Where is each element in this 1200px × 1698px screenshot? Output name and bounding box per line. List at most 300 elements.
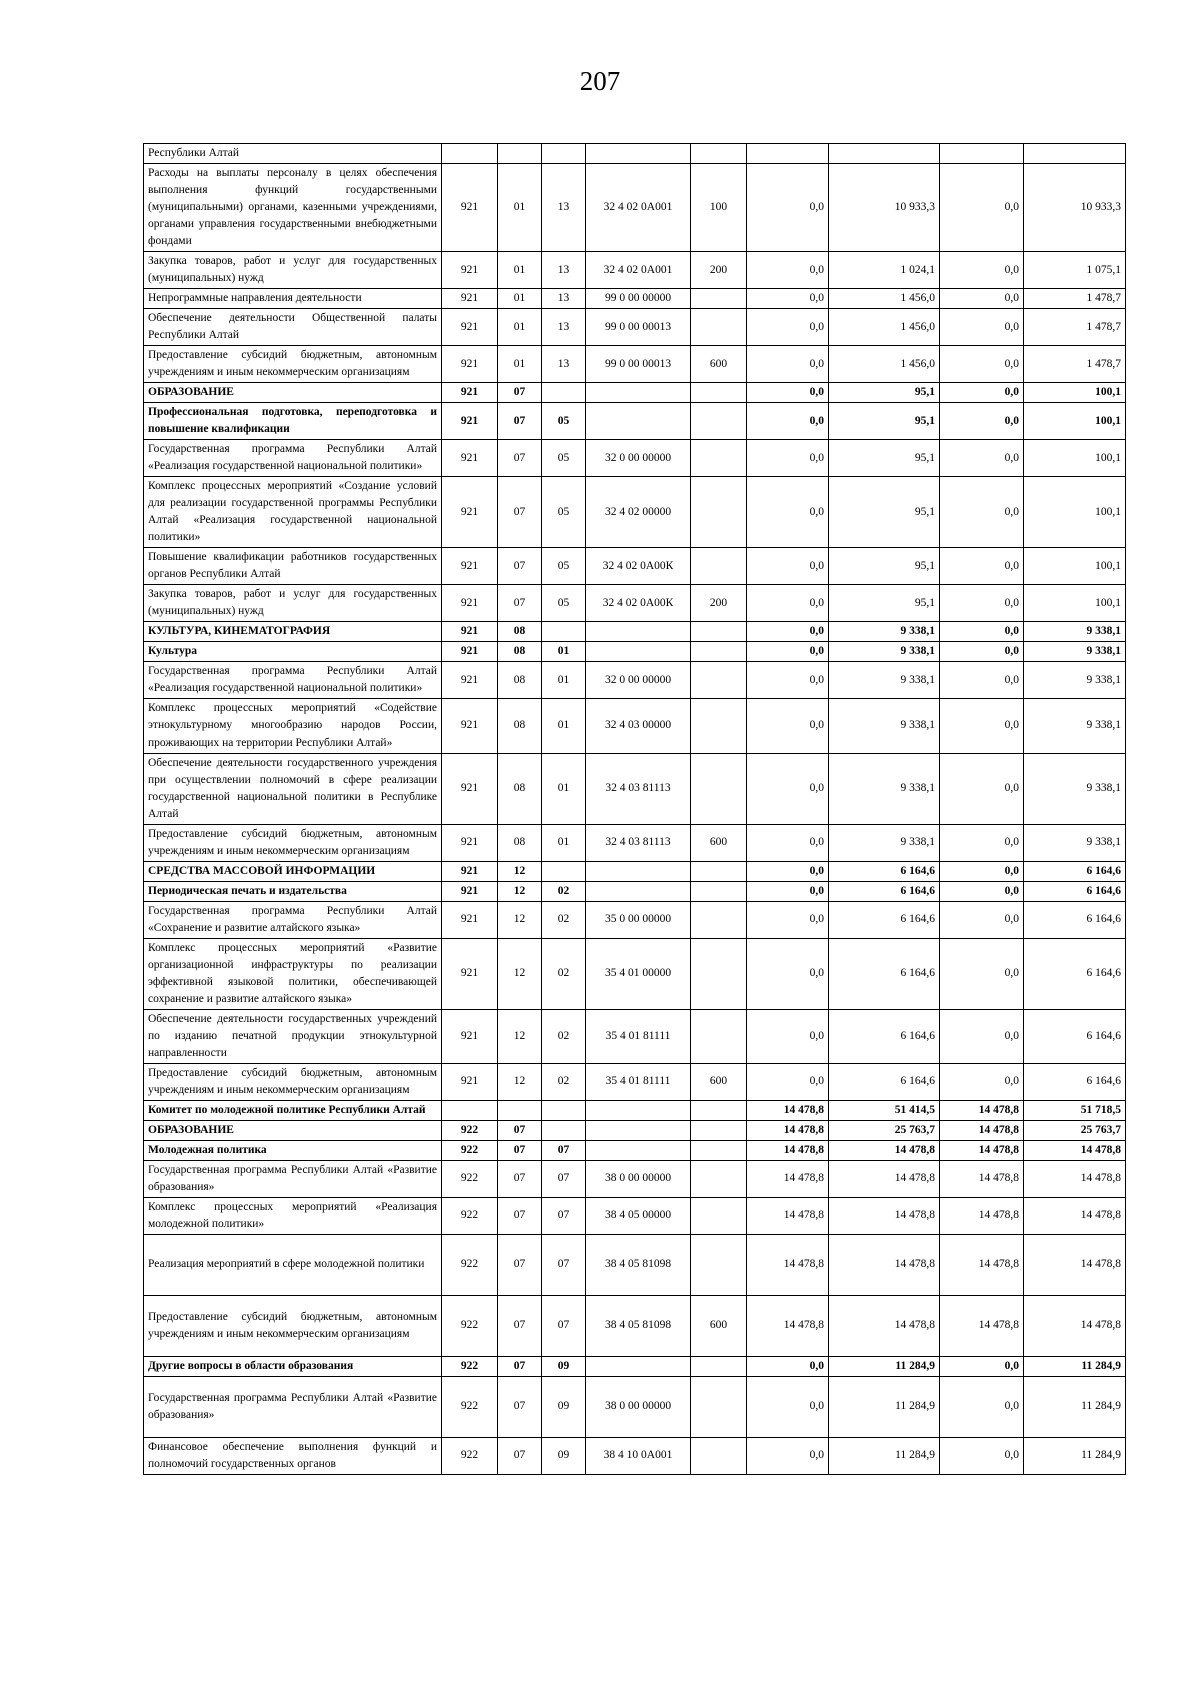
cell-expense-type bbox=[691, 477, 747, 548]
cell-grbs: 921 bbox=[442, 938, 498, 1009]
cell-section: 01 bbox=[498, 309, 542, 346]
cell-section: 07 bbox=[498, 403, 542, 440]
cell-target-article bbox=[586, 1100, 691, 1120]
cell-amount-2: 11 284,9 bbox=[829, 1437, 940, 1474]
cell-target-article: 32 4 02 0А001 bbox=[586, 252, 691, 289]
cell-amount-2: 6 164,6 bbox=[829, 881, 940, 901]
cell-expense-type bbox=[691, 383, 747, 403]
cell-amount-1: 0,0 bbox=[747, 1356, 829, 1376]
cell-amount-3: 0,0 bbox=[940, 440, 1024, 477]
cell-amount-2: 95,1 bbox=[829, 383, 940, 403]
cell-amount-2: 10 933,3 bbox=[829, 164, 940, 252]
table-row bbox=[144, 1376, 1126, 1437]
cell-grbs: 921 bbox=[442, 289, 498, 309]
cell-amount-1: 0,0 bbox=[747, 252, 829, 289]
cell-amount-3: 14 478,8 bbox=[940, 1100, 1024, 1120]
cell-expense-type bbox=[691, 622, 747, 642]
cell-subsection: 01 bbox=[542, 699, 586, 753]
cell-target-article: 32 0 00 00000 bbox=[586, 440, 691, 477]
cell-target-article: 99 0 00 00013 bbox=[586, 309, 691, 346]
cell-amount-4: 10 933,3 bbox=[1024, 164, 1126, 252]
table-row bbox=[144, 1356, 1126, 1376]
cell-name: Непрограммные направления деятельности bbox=[144, 289, 442, 309]
cell-section: 07 bbox=[498, 440, 542, 477]
table-row bbox=[144, 403, 1126, 440]
cell-grbs: 922 bbox=[442, 1356, 498, 1376]
cell-grbs: 922 bbox=[442, 1295, 498, 1356]
cell-name: Предоставление субсидий бюджетным, автономным учреждениям и иным некоммерческим организациям bbox=[144, 1063, 442, 1100]
cell-amount-4: 9 338,1 bbox=[1024, 662, 1126, 699]
cell-amount-3: 0,0 bbox=[940, 477, 1024, 548]
cell-amount-3: 0,0 bbox=[940, 252, 1024, 289]
cell-section: 08 bbox=[498, 642, 542, 662]
cell-name: КУЛЬТУРА, КИНЕМАТОГРАФИЯ bbox=[144, 622, 442, 642]
table-row bbox=[144, 346, 1126, 383]
cell-grbs: 921 bbox=[442, 309, 498, 346]
cell-target-article: 32 4 03 81113 bbox=[586, 824, 691, 861]
cell-amount-3: 0,0 bbox=[940, 309, 1024, 346]
cell-target-article: 32 4 02 0А001 bbox=[586, 164, 691, 252]
cell-amount-1: 14 478,8 bbox=[747, 1160, 829, 1197]
cell-amount-3: 14 478,8 bbox=[940, 1120, 1024, 1140]
cell-subsection bbox=[542, 144, 586, 164]
cell-name: Реализация мероприятий в сфере молодежной политики bbox=[144, 1234, 442, 1295]
cell-amount-1: 14 478,8 bbox=[747, 1120, 829, 1140]
cell-expense-type bbox=[691, 403, 747, 440]
cell-subsection: 02 bbox=[542, 901, 586, 938]
cell-amount-2: 11 284,9 bbox=[829, 1356, 940, 1376]
cell-name: Государственная программа Республики Алтай «Развитие образования» bbox=[144, 1160, 442, 1197]
cell-grbs: 921 bbox=[442, 662, 498, 699]
table-row bbox=[144, 585, 1126, 622]
cell-section: 07 bbox=[498, 1356, 542, 1376]
cell-subsection bbox=[542, 1100, 586, 1120]
cell-expense-type bbox=[691, 1120, 747, 1140]
cell-name: Периодическая печать и издательства bbox=[144, 881, 442, 901]
cell-grbs bbox=[442, 144, 498, 164]
cell-amount-2: 95,1 bbox=[829, 403, 940, 440]
cell-name: Молодежная политика bbox=[144, 1140, 442, 1160]
cell-target-article bbox=[586, 881, 691, 901]
cell-expense-type: 600 bbox=[691, 1063, 747, 1100]
cell-amount-4: 11 284,9 bbox=[1024, 1356, 1126, 1376]
cell-amount-2: 14 478,8 bbox=[829, 1160, 940, 1197]
cell-grbs: 922 bbox=[442, 1437, 498, 1474]
cell-amount-2: 1 024,1 bbox=[829, 252, 940, 289]
cell-target-article: 35 4 01 81111 bbox=[586, 1063, 691, 1100]
cell-name: ОБРАЗОВАНИЕ bbox=[144, 1120, 442, 1140]
cell-target-article: 35 4 01 81111 bbox=[586, 1009, 691, 1063]
cell-target-article bbox=[586, 1356, 691, 1376]
cell-target-article: 99 0 00 00013 bbox=[586, 346, 691, 383]
cell-subsection: 02 bbox=[542, 1009, 586, 1063]
cell-name: Комплекс процессных мероприятий «Содействие этнокультурному многообразию народов России, проживающих на территории Республики Алтай» bbox=[144, 699, 442, 753]
table-row bbox=[144, 252, 1126, 289]
cell-amount-3: 0,0 bbox=[940, 881, 1024, 901]
cell-target-article: 32 4 02 0А00К bbox=[586, 548, 691, 585]
cell-expense-type bbox=[691, 1234, 747, 1295]
cell-grbs: 922 bbox=[442, 1197, 498, 1234]
table-row bbox=[144, 622, 1126, 642]
cell-amount-2 bbox=[829, 144, 940, 164]
cell-grbs: 922 bbox=[442, 1120, 498, 1140]
cell-amount-3: 14 478,8 bbox=[940, 1140, 1024, 1160]
cell-amount-2: 6 164,6 bbox=[829, 1009, 940, 1063]
cell-target-article bbox=[586, 383, 691, 403]
cell-amount-4: 25 763,7 bbox=[1024, 1120, 1126, 1140]
cell-amount-1: 0,0 bbox=[747, 403, 829, 440]
cell-amount-4: 1 075,1 bbox=[1024, 252, 1126, 289]
cell-amount-1: 0,0 bbox=[747, 1009, 829, 1063]
cell-subsection: 02 bbox=[542, 1063, 586, 1100]
cell-expense-type: 200 bbox=[691, 585, 747, 622]
cell-section: 01 bbox=[498, 289, 542, 309]
cell-grbs: 922 bbox=[442, 1160, 498, 1197]
cell-expense-type bbox=[691, 144, 747, 164]
table-row bbox=[144, 309, 1126, 346]
cell-target-article: 38 0 00 00000 bbox=[586, 1160, 691, 1197]
cell-grbs: 921 bbox=[442, 585, 498, 622]
cell-amount-4: 6 164,6 bbox=[1024, 1009, 1126, 1063]
cell-amount-1: 0,0 bbox=[747, 440, 829, 477]
cell-amount-4: 9 338,1 bbox=[1024, 622, 1126, 642]
cell-amount-3: 0,0 bbox=[940, 164, 1024, 252]
cell-expense-type bbox=[691, 1197, 747, 1234]
table-row bbox=[144, 1140, 1126, 1160]
table-row bbox=[144, 477, 1126, 548]
cell-name: Комплекс процессных мероприятий «Развитие организационной инфраструктуры по реализации эффективной языковой политики, обеспечивающей сохранение и развитие алтайского языка» bbox=[144, 938, 442, 1009]
cell-expense-type bbox=[691, 1140, 747, 1160]
cell-subsection bbox=[542, 622, 586, 642]
cell-amount-4: 6 164,6 bbox=[1024, 938, 1126, 1009]
cell-amount-4: 6 164,6 bbox=[1024, 1063, 1126, 1100]
cell-amount-2: 11 284,9 bbox=[829, 1376, 940, 1437]
cell-amount-1: 0,0 bbox=[747, 938, 829, 1009]
cell-name: Государственная программа Республики Алтай «Развитие образования» bbox=[144, 1376, 442, 1437]
cell-amount-4: 9 338,1 bbox=[1024, 753, 1126, 824]
cell-amount-2: 6 164,6 bbox=[829, 901, 940, 938]
cell-section: 08 bbox=[498, 824, 542, 861]
cell-subsection bbox=[542, 1120, 586, 1140]
cell-amount-2: 9 338,1 bbox=[829, 622, 940, 642]
cell-expense-type: 100 bbox=[691, 164, 747, 252]
cell-subsection: 09 bbox=[542, 1437, 586, 1474]
cell-target-article bbox=[586, 622, 691, 642]
cell-grbs: 921 bbox=[442, 861, 498, 881]
cell-subsection: 05 bbox=[542, 585, 586, 622]
cell-section: 08 bbox=[498, 662, 542, 699]
cell-expense-type bbox=[691, 1356, 747, 1376]
cell-grbs: 922 bbox=[442, 1376, 498, 1437]
cell-grbs: 921 bbox=[442, 824, 498, 861]
cell-amount-1: 0,0 bbox=[747, 699, 829, 753]
cell-section: 01 bbox=[498, 252, 542, 289]
cell-amount-3: 0,0 bbox=[940, 1356, 1024, 1376]
cell-amount-1: 0,0 bbox=[747, 1376, 829, 1437]
cell-section: 07 bbox=[498, 1234, 542, 1295]
cell-amount-2: 6 164,6 bbox=[829, 1063, 940, 1100]
cell-subsection: 09 bbox=[542, 1376, 586, 1437]
cell-amount-3: 0,0 bbox=[940, 289, 1024, 309]
table-row bbox=[144, 144, 1126, 164]
cell-amount-1: 14 478,8 bbox=[747, 1197, 829, 1234]
cell-amount-4: 6 164,6 bbox=[1024, 901, 1126, 938]
cell-target-article: 99 0 00 00000 bbox=[586, 289, 691, 309]
cell-name: Государственная программа Республики Алтай «Сохранение и развитие алтайского языка» bbox=[144, 901, 442, 938]
cell-amount-4: 100,1 bbox=[1024, 440, 1126, 477]
cell-subsection: 07 bbox=[542, 1160, 586, 1197]
cell-name: Закупка товаров, работ и услуг для государственных (муниципальных) нужд bbox=[144, 252, 442, 289]
cell-target-article: 38 4 05 81098 bbox=[586, 1295, 691, 1356]
cell-amount-3: 0,0 bbox=[940, 861, 1024, 881]
cell-section: 08 bbox=[498, 622, 542, 642]
cell-amount-3: 0,0 bbox=[940, 662, 1024, 699]
cell-name: Предоставление субсидий бюджетным, автономным учреждениям и иным некоммерческим организациям bbox=[144, 1295, 442, 1356]
cell-amount-3: 0,0 bbox=[940, 622, 1024, 642]
cell-amount-1: 0,0 bbox=[747, 346, 829, 383]
cell-amount-3: 0,0 bbox=[940, 1009, 1024, 1063]
cell-amount-3: 0,0 bbox=[940, 699, 1024, 753]
cell-amount-4: 1 478,7 bbox=[1024, 346, 1126, 383]
cell-grbs: 921 bbox=[442, 881, 498, 901]
cell-amount-3: 0,0 bbox=[940, 642, 1024, 662]
cell-amount-2: 14 478,8 bbox=[829, 1140, 940, 1160]
cell-amount-3: 0,0 bbox=[940, 346, 1024, 383]
cell-amount-2: 1 456,0 bbox=[829, 289, 940, 309]
table-row bbox=[144, 289, 1126, 309]
cell-name: Другие вопросы в области образования bbox=[144, 1356, 442, 1376]
cell-amount-3: 0,0 bbox=[940, 1376, 1024, 1437]
cell-grbs: 921 bbox=[442, 164, 498, 252]
cell-amount-1: 0,0 bbox=[747, 642, 829, 662]
cell-amount-4: 14 478,8 bbox=[1024, 1160, 1126, 1197]
table-row bbox=[144, 753, 1126, 824]
cell-amount-1: 0,0 bbox=[747, 1437, 829, 1474]
cell-subsection: 13 bbox=[542, 289, 586, 309]
cell-amount-3: 0,0 bbox=[940, 824, 1024, 861]
cell-subsection: 07 bbox=[542, 1295, 586, 1356]
cell-amount-1: 0,0 bbox=[747, 901, 829, 938]
cell-name: Обеспечение деятельности Общественной палаты Республики Алтай bbox=[144, 309, 442, 346]
cell-subsection: 13 bbox=[542, 346, 586, 383]
cell-grbs: 921 bbox=[442, 1009, 498, 1063]
cell-expense-type bbox=[691, 1100, 747, 1120]
cell-expense-type bbox=[691, 642, 747, 662]
cell-section: 07 bbox=[498, 1376, 542, 1437]
cell-subsection: 01 bbox=[542, 824, 586, 861]
cell-subsection: 05 bbox=[542, 403, 586, 440]
cell-expense-type: 600 bbox=[691, 824, 747, 861]
cell-section: 07 bbox=[498, 1295, 542, 1356]
cell-section bbox=[498, 144, 542, 164]
cell-subsection: 13 bbox=[542, 309, 586, 346]
cell-amount-3: 0,0 bbox=[940, 403, 1024, 440]
cell-amount-3: 0,0 bbox=[940, 901, 1024, 938]
cell-amount-3: 0,0 bbox=[940, 753, 1024, 824]
cell-amount-3: 14 478,8 bbox=[940, 1160, 1024, 1197]
cell-target-article: 32 4 03 00000 bbox=[586, 699, 691, 753]
cell-amount-2: 25 763,7 bbox=[829, 1120, 940, 1140]
cell-amount-3: 0,0 bbox=[940, 1437, 1024, 1474]
cell-amount-2: 6 164,6 bbox=[829, 938, 940, 1009]
cell-amount-1: 0,0 bbox=[747, 753, 829, 824]
cell-amount-1: 0,0 bbox=[747, 383, 829, 403]
cell-amount-4: 9 338,1 bbox=[1024, 699, 1126, 753]
cell-section: 12 bbox=[498, 938, 542, 1009]
cell-grbs: 921 bbox=[442, 1063, 498, 1100]
cell-grbs: 921 bbox=[442, 403, 498, 440]
table-row bbox=[144, 383, 1126, 403]
cell-amount-4: 14 478,8 bbox=[1024, 1197, 1126, 1234]
cell-name: Закупка товаров, работ и услуг для государственных (муниципальных) нужд bbox=[144, 585, 442, 622]
cell-expense-type bbox=[691, 440, 747, 477]
cell-target-article bbox=[586, 1140, 691, 1160]
cell-amount-4: 9 338,1 bbox=[1024, 824, 1126, 861]
cell-amount-1: 0,0 bbox=[747, 585, 829, 622]
cell-amount-2: 9 338,1 bbox=[829, 753, 940, 824]
cell-amount-1: 0,0 bbox=[747, 164, 829, 252]
cell-amount-2: 6 164,6 bbox=[829, 861, 940, 881]
cell-amount-1: 0,0 bbox=[747, 622, 829, 642]
cell-grbs: 921 bbox=[442, 252, 498, 289]
cell-amount-1: 0,0 bbox=[747, 309, 829, 346]
table-row bbox=[144, 642, 1126, 662]
cell-amount-4 bbox=[1024, 144, 1126, 164]
cell-grbs: 922 bbox=[442, 1140, 498, 1160]
cell-amount-2: 14 478,8 bbox=[829, 1197, 940, 1234]
cell-grbs: 921 bbox=[442, 548, 498, 585]
cell-amount-2: 14 478,8 bbox=[829, 1295, 940, 1356]
cell-section: 08 bbox=[498, 699, 542, 753]
cell-section: 07 bbox=[498, 1120, 542, 1140]
cell-amount-3 bbox=[940, 144, 1024, 164]
cell-section: 07 bbox=[498, 548, 542, 585]
cell-name: Государственная программа Республики Алтай «Реализация государственной национальной политики» bbox=[144, 662, 442, 699]
cell-amount-3: 0,0 bbox=[940, 548, 1024, 585]
cell-amount-4: 1 478,7 bbox=[1024, 289, 1126, 309]
cell-grbs: 921 bbox=[442, 753, 498, 824]
table-row bbox=[144, 1009, 1126, 1063]
cell-amount-4: 100,1 bbox=[1024, 477, 1126, 548]
cell-expense-type bbox=[691, 861, 747, 881]
cell-name: Комплекс процессных мероприятий «Реализация молодежной политики» bbox=[144, 1197, 442, 1234]
cell-target-article: 32 4 03 81113 bbox=[586, 753, 691, 824]
cell-subsection: 07 bbox=[542, 1197, 586, 1234]
cell-name: СРЕДСТВА МАССОВОЙ ИНФОРМАЦИИ bbox=[144, 861, 442, 881]
cell-amount-1: 0,0 bbox=[747, 824, 829, 861]
cell-target-article bbox=[586, 144, 691, 164]
cell-name: Обеспечение деятельности государственных учреждений по изданию печатной продукции этнокультурной направленности bbox=[144, 1009, 442, 1063]
cell-amount-1: 14 478,8 bbox=[747, 1100, 829, 1120]
cell-amount-2: 9 338,1 bbox=[829, 699, 940, 753]
cell-amount-4: 6 164,6 bbox=[1024, 881, 1126, 901]
cell-name: Предоставление субсидий бюджетным, автономным учреждениям и иным некоммерческим организациям bbox=[144, 346, 442, 383]
cell-amount-2: 1 456,0 bbox=[829, 309, 940, 346]
cell-amount-2: 51 414,5 bbox=[829, 1100, 940, 1120]
cell-expense-type bbox=[691, 753, 747, 824]
table-row bbox=[144, 1120, 1126, 1140]
cell-section: 12 bbox=[498, 1009, 542, 1063]
cell-amount-4: 14 478,8 bbox=[1024, 1140, 1126, 1160]
cell-subsection: 05 bbox=[542, 477, 586, 548]
cell-target-article bbox=[586, 861, 691, 881]
cell-section: 07 bbox=[498, 1160, 542, 1197]
cell-grbs: 922 bbox=[442, 1234, 498, 1295]
cell-grbs: 921 bbox=[442, 622, 498, 642]
cell-subsection bbox=[542, 861, 586, 881]
cell-subsection bbox=[542, 383, 586, 403]
cell-amount-4: 100,1 bbox=[1024, 548, 1126, 585]
cell-amount-1: 0,0 bbox=[747, 662, 829, 699]
cell-amount-4: 11 284,9 bbox=[1024, 1376, 1126, 1437]
cell-amount-3: 0,0 bbox=[940, 938, 1024, 1009]
cell-name: Республики Алтай bbox=[144, 144, 442, 164]
cell-subsection: 09 bbox=[542, 1356, 586, 1376]
table-row bbox=[144, 1437, 1126, 1474]
cell-amount-1: 0,0 bbox=[747, 861, 829, 881]
cell-amount-2: 9 338,1 bbox=[829, 642, 940, 662]
cell-amount-1: 0,0 bbox=[747, 1063, 829, 1100]
cell-expense-type bbox=[691, 1160, 747, 1197]
cell-subsection: 02 bbox=[542, 938, 586, 1009]
cell-grbs: 921 bbox=[442, 477, 498, 548]
cell-expense-type bbox=[691, 289, 747, 309]
cell-section: 07 bbox=[498, 1437, 542, 1474]
cell-amount-4: 6 164,6 bbox=[1024, 861, 1126, 881]
cell-grbs: 921 bbox=[442, 383, 498, 403]
cell-amount-4: 14 478,8 bbox=[1024, 1295, 1126, 1356]
cell-name: ОБРАЗОВАНИЕ bbox=[144, 383, 442, 403]
page-number: 207 bbox=[579, 66, 621, 96]
cell-section: 12 bbox=[498, 901, 542, 938]
cell-amount-4: 14 478,8 bbox=[1024, 1234, 1126, 1295]
cell-name: Повышение квалификации работников государственных органов Республики Алтай bbox=[144, 548, 442, 585]
cell-target-article: 38 4 10 0А001 bbox=[586, 1437, 691, 1474]
table-row bbox=[144, 548, 1126, 585]
cell-target-article: 38 0 00 00000 bbox=[586, 1376, 691, 1437]
cell-target-article bbox=[586, 1120, 691, 1140]
budget-table bbox=[143, 143, 1126, 1475]
table-row bbox=[144, 1197, 1126, 1234]
table-row bbox=[144, 440, 1126, 477]
cell-amount-4: 100,1 bbox=[1024, 403, 1126, 440]
cell-amount-2: 95,1 bbox=[829, 440, 940, 477]
cell-expense-type bbox=[691, 901, 747, 938]
table-row bbox=[144, 1100, 1126, 1120]
table-row bbox=[144, 1295, 1126, 1356]
cell-amount-1: 0,0 bbox=[747, 289, 829, 309]
cell-name: Комитет по молодежной политике Республики Алтай bbox=[144, 1100, 442, 1120]
cell-amount-4: 9 338,1 bbox=[1024, 642, 1126, 662]
cell-amount-2: 1 456,0 bbox=[829, 346, 940, 383]
cell-amount-3: 14 478,8 bbox=[940, 1234, 1024, 1295]
cell-target-article: 32 0 00 00000 bbox=[586, 662, 691, 699]
cell-amount-3: 14 478,8 bbox=[940, 1295, 1024, 1356]
cell-expense-type bbox=[691, 1437, 747, 1474]
cell-amount-1: 0,0 bbox=[747, 548, 829, 585]
table-row bbox=[144, 901, 1126, 938]
cell-grbs: 921 bbox=[442, 901, 498, 938]
cell-target-article: 38 4 05 81098 bbox=[586, 1234, 691, 1295]
cell-target-article: 32 4 02 00000 bbox=[586, 477, 691, 548]
cell-expense-type bbox=[691, 309, 747, 346]
cell-target-article bbox=[586, 403, 691, 440]
cell-name: Обеспечение деятельности государственного учреждения при осуществлении полномочий в сфере реализации государственной национальной политики в Республике Алтай bbox=[144, 753, 442, 824]
cell-grbs: 921 bbox=[442, 346, 498, 383]
cell-grbs: 921 bbox=[442, 642, 498, 662]
cell-expense-type: 200 bbox=[691, 252, 747, 289]
cell-amount-1: 0,0 bbox=[747, 881, 829, 901]
